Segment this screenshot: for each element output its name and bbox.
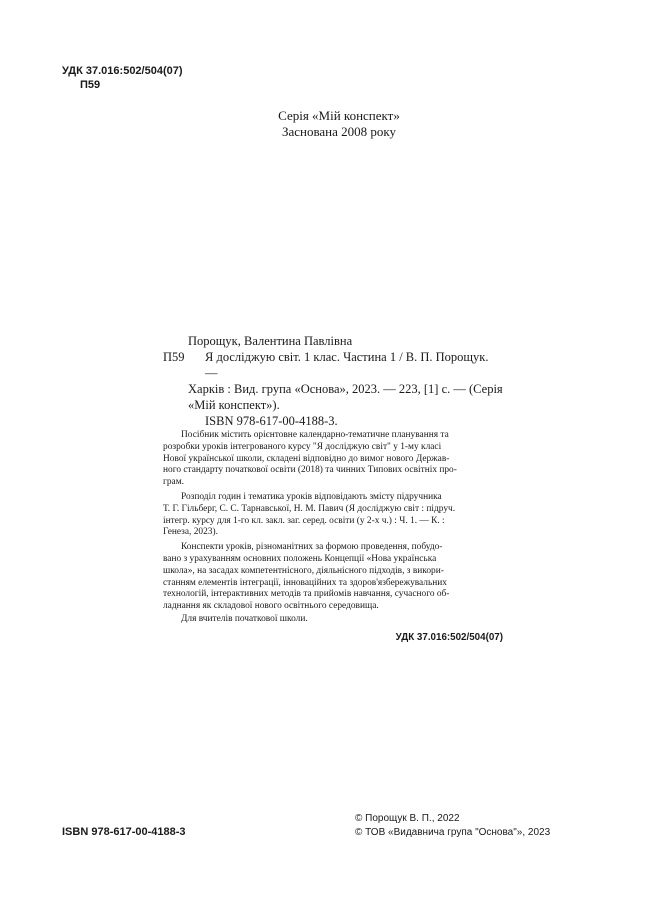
annotation-line: станням елементів інтеграції, інноваційних та здоров'язбережувальних <box>163 577 447 588</box>
card-main-line: «Мій конспект»). <box>188 398 280 412</box>
annotation-line: Посібник містить орієнтовне календарно-тематичне планування та <box>181 430 449 440</box>
annotation-line: школа», на засадах компетентнісного, діяльнісного підходів, з викори- <box>163 565 444 576</box>
card-main-entry <box>163 349 503 381</box>
annotation-line: Нової української школи, складені відповідно до вимог нового Держав- <box>163 453 450 464</box>
annotation-line: Генеза, 2023). <box>163 527 218 538</box>
series-founded: Заснована 2008 року <box>281 124 397 139</box>
card-code: П59 <box>163 350 185 364</box>
library-code: П59 <box>80 79 101 91</box>
footer-isbn: ISBN 978-617-00-4188-3 <box>62 826 186 838</box>
card-annotation-para <box>163 430 503 489</box>
card-annotation-para <box>163 542 503 613</box>
annotation-line: ладнання як складової нового освітнього середовища. <box>163 601 379 612</box>
annotation-line: Розподіл годин і тематика уроків відповідають змісту підручника <box>181 491 442 502</box>
series-info <box>0 108 650 140</box>
card-audience: Для вчителів початкової школи. <box>181 613 308 624</box>
copyright-publisher: © ТОВ «Видавнича група "Основа"», 2023 <box>355 827 551 838</box>
annotation-line: інтегр. курсу для 1-го кл. закл. заг. серед. освіти (у 2-х ч.) : Ч. 1. — К. : <box>163 515 445 526</box>
annotation-line: Т. Г. Гільберг, С. С. Тарнавської, Н. М. Павич (Я досліджую світ : підруч. <box>163 503 456 514</box>
card-annotation-para <box>163 492 503 539</box>
annotation-line: вано з урахуванням основних положень Концепції «Нова українська <box>163 553 437 564</box>
series-name: Серія «Мій конспект» <box>278 108 400 123</box>
annotation-line: грам. <box>163 477 184 488</box>
copyright-block <box>355 812 550 840</box>
card-isbn: ISBN 978-617-00-4188-3. <box>205 414 338 428</box>
annotation-line: Конспекти уроків, різноманітних за формою проведення, побудо- <box>181 542 443 553</box>
udc-classification-block <box>62 64 183 92</box>
card-main-line: Я досліджую світ. 1 клас. Частина 1 / В. П. Порощук. — <box>205 350 489 380</box>
card-main-line: Харків : Вид. група «Основа», 2023. — 223, [1] с. — (Серія <box>188 382 503 396</box>
annotation-line: технологій, інтерактивних методів та прийомів навчання, сучасного об- <box>163 589 450 600</box>
annotation-line: розробки уроків інтегрованого курсу "Я досліджую світ" у 1-му класі <box>163 441 442 452</box>
annotation-line: ного стандарту початкової освіти (2018) та чинних Типових освітніх про- <box>163 465 457 476</box>
copyright-author: © Порощук В. П., 2022 <box>355 813 460 824</box>
udc-code: УДК 37.016:502/504(07) <box>62 65 183 77</box>
card-udc: УДК 37.016:502/504(07) <box>395 631 503 643</box>
card-author: Порощук, Валентина Павлівна <box>188 334 353 348</box>
catalog-card <box>163 333 503 646</box>
